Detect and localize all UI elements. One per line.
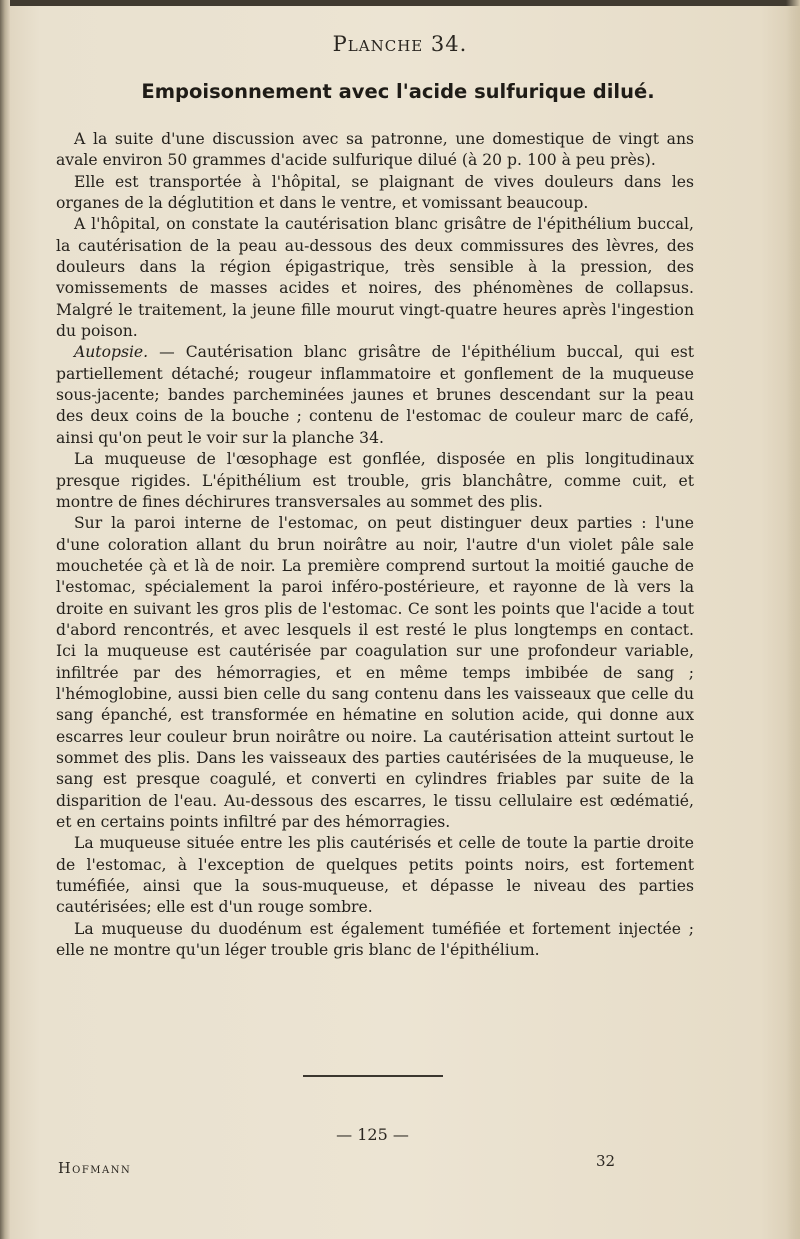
paragraph: La muqueuse de l'œsophage est gonflée, disposée en plis longitudinaux presque rigides. L'épithélium est trouble, gris blanchâtre, comme cuit, et montre de fines déchirures transversales au sommet des plis. [56, 450, 694, 511]
page-binding-edge [0, 0, 10, 1239]
paragraph: A l'hôpital, on constate la cautérisation blanc grisâtre de l'épithélium buccal, la cautérisation de la peau au-dessous des deux commissures des lèvres, des douleurs dans la région épigastrique, très sensible à la pression, des vomissements de masses acides et noires, des phénomènes de collapsus. Malgré le traitement, la jeune fille mourut vingt-quatre heures après l'ingestion du poison. [56, 215, 694, 341]
paragraph: La muqueuse du duodénum est également tuméfiée et fortement injectée ; elle ne montre qu'un léger trouble gris blanc de l'épithélium. [56, 919, 694, 960]
paragraph: Elle est transportée à l'hôpital, se plaignant de vives douleurs dans les organes de la déglutition et dans le ventre, et vomissant beaucoup. [56, 172, 694, 213]
page-number: — 125 — [336, 1125, 409, 1144]
paragraph: Sur la paroi interne de l'estomac, on peut distinguer deux parties : l'une d'une coloration allant du brun noirâtre au noir, l'autre d'un violet pâle sale mouchetée çà et là de noir. La première comprend surtout la moitié gauche de l'estomac, spécialement la paroi inféro-postérieure, et rayonne de là vers la droite en suivant les gros plis de l'estomac. Ce sont les points que l'acide a tout d'abord rencontrés, et avec lesquels il est resté le plus longtemps en contact. Ici la muqueuse est cautérisée par coagulation sur une profondeur variable, infiltrée par des hémorragies, et en même temps imbibée de sang ; l'hémoglobine, aussi bien celle du sang contenu dans les vaisseaux que celle du sang épanché, est transformée en hématine en solution acide, qui donne aux escarres leur couleur brun noirâtre ou noire. La cautérisation atteint surtout le sommet des plis. Dans les vaisseaux des parties cautérisées de la muqueuse, le sang est presque coagulé, et converti en cylindres friables par suite de la disparition de l'eau. Au-dessous des escarres, le tissu cellulaire est œdématié, et en certains points infiltré par des hémorragies. [56, 514, 694, 831]
paragraph: A la suite d'une discussion avec sa patronne, une domestique de vingt ans avale environ 50 grammes d'acide sulfurique dilué (à 20 p. 100 à peu près). [56, 130, 694, 170]
plate-heading: Planche 34. [332, 32, 468, 56]
paragraph-autopsie [56, 342, 694, 449]
paragraph: La muqueuse située entre les plis cautérisés et celle de toute la partie droite de l'estomac, à l'exception de quelques petits points noirs, est fortement tuméfiée, ainsi que la sous-muqueuse, et dépasse le niveau des parties cautérisées; elle est d'un rouge sombre. [56, 834, 694, 917]
autopsie-heading: Autopsie. [74, 343, 149, 362]
page-top-edge [0, 0, 800, 6]
page-title: Empoisonnement avec l'acide sulfurique dilué. [141, 80, 655, 103]
author-name: Hofmann [58, 1161, 132, 1177]
autopsie-text: — Cautérisation blanc grisâtre de l'épithélium buccal, qui est partiellement détaché; rougeur inflammatoire et gonflement de la muqueuse sous-jacente; bandes parcheminées jaunes et brunes descendant sur la peau des deux coins de la bouche ; contenu de l'estomac de couleur marc de café, ainsi qu'on peut le voir sur la planche 34. [56, 343, 694, 447]
body-text [56, 129, 694, 961]
section-divider [303, 1075, 443, 1077]
signature-mark: 32 [596, 1152, 616, 1170]
page-right-edge [786, 0, 800, 1239]
